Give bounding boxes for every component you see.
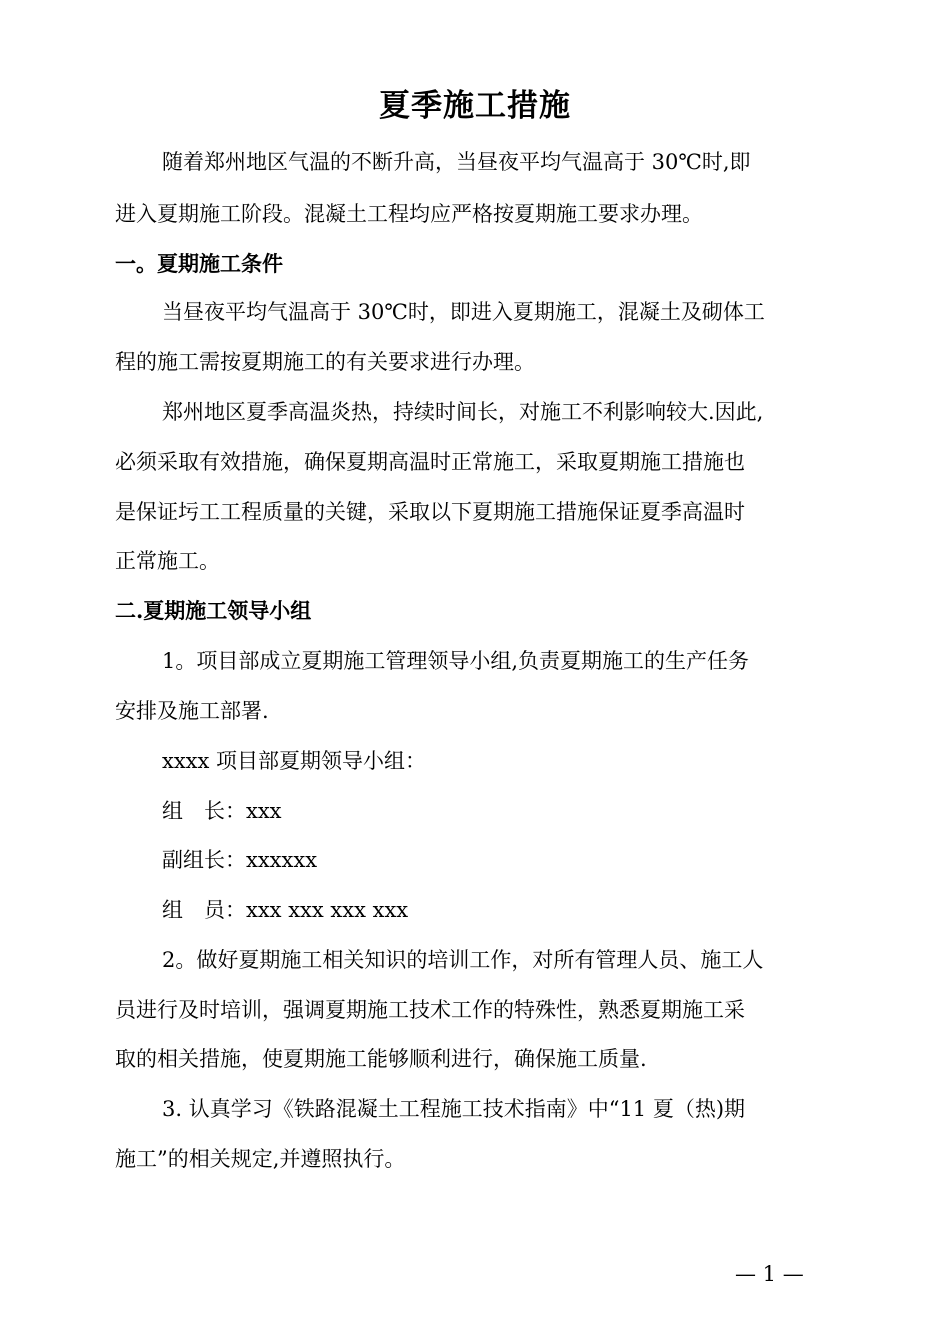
section-1-para-2-line-4: 正常施工。 (115, 549, 220, 573)
section-2-item-1-line-2: 安排及施工部署. (115, 699, 269, 723)
page-number: — 1 — (735, 1262, 804, 1286)
section-1-heading: 一。夏期施工条件 (115, 251, 283, 276)
section-2-item-2-line-3: 取的相关措施，使夏期施工能够顺利进行，确保施工质量. (115, 1047, 647, 1071)
document-title: 夏季施工措施 (379, 88, 571, 124)
section-2-item-3-line-1: 3. 认真学习《铁路混凝土工程施工技术指南》中“11 夏（热)期 (162, 1097, 746, 1121)
section-2-item-2-line-2: 员进行及时培训，强调夏期施工技术工作的特殊性，熟悉夏期施工采 (115, 998, 745, 1022)
intro-line-1: 随着郑州地区气温的不断升高，当昼夜平均气温高于 30℃时,即 (162, 150, 751, 174)
section-1-para-2-line-3: 是保证圬工工程质量的关键，采取以下夏期施工措施保证夏季高温时 (115, 500, 745, 524)
section-1-para-1-line-2: 程的施工需按夏期施工的有关要求进行办理。 (115, 350, 535, 374)
group-deputy-leader: 副组长：xxxxxx (162, 848, 318, 872)
section-2-item-3-line-2: 施工”的相关规定,并遵照执行。 (115, 1147, 406, 1171)
section-1-para-1-line-1: 当昼夜平均气温高于 30℃时，即进入夏期施工，混凝土及砌体工 (162, 300, 765, 324)
leadership-group-title: xxxx 项目部夏期领导小组： (162, 749, 427, 773)
section-2-heading: 二.夏期施工领导小组 (115, 598, 312, 623)
section-1-para-2-line-1: 郑州地区夏季高温炎热，持续时间长，对施工不利影响较大.因此, (162, 400, 764, 424)
section-1-para-2-line-2: 必须采取有效措施，确保夏期高温时正常施工，采取夏期施工措施也 (115, 450, 745, 474)
intro-line-2: 进入夏期施工阶段。混凝土工程均应严格按夏期施工要求办理。 (115, 202, 703, 226)
group-members: 组 员：xxx xxx xxx xxx (162, 898, 409, 922)
section-2-item-1-line-1: 1。项目部成立夏期施工管理领导小组,负责夏期施工的生产任务 (162, 649, 750, 673)
group-leader: 组 长：xxx (162, 799, 282, 823)
section-2-item-2-line-1: 2。做好夏期施工相关知识的培训工作，对所有管理人员、施工人 (162, 948, 764, 972)
